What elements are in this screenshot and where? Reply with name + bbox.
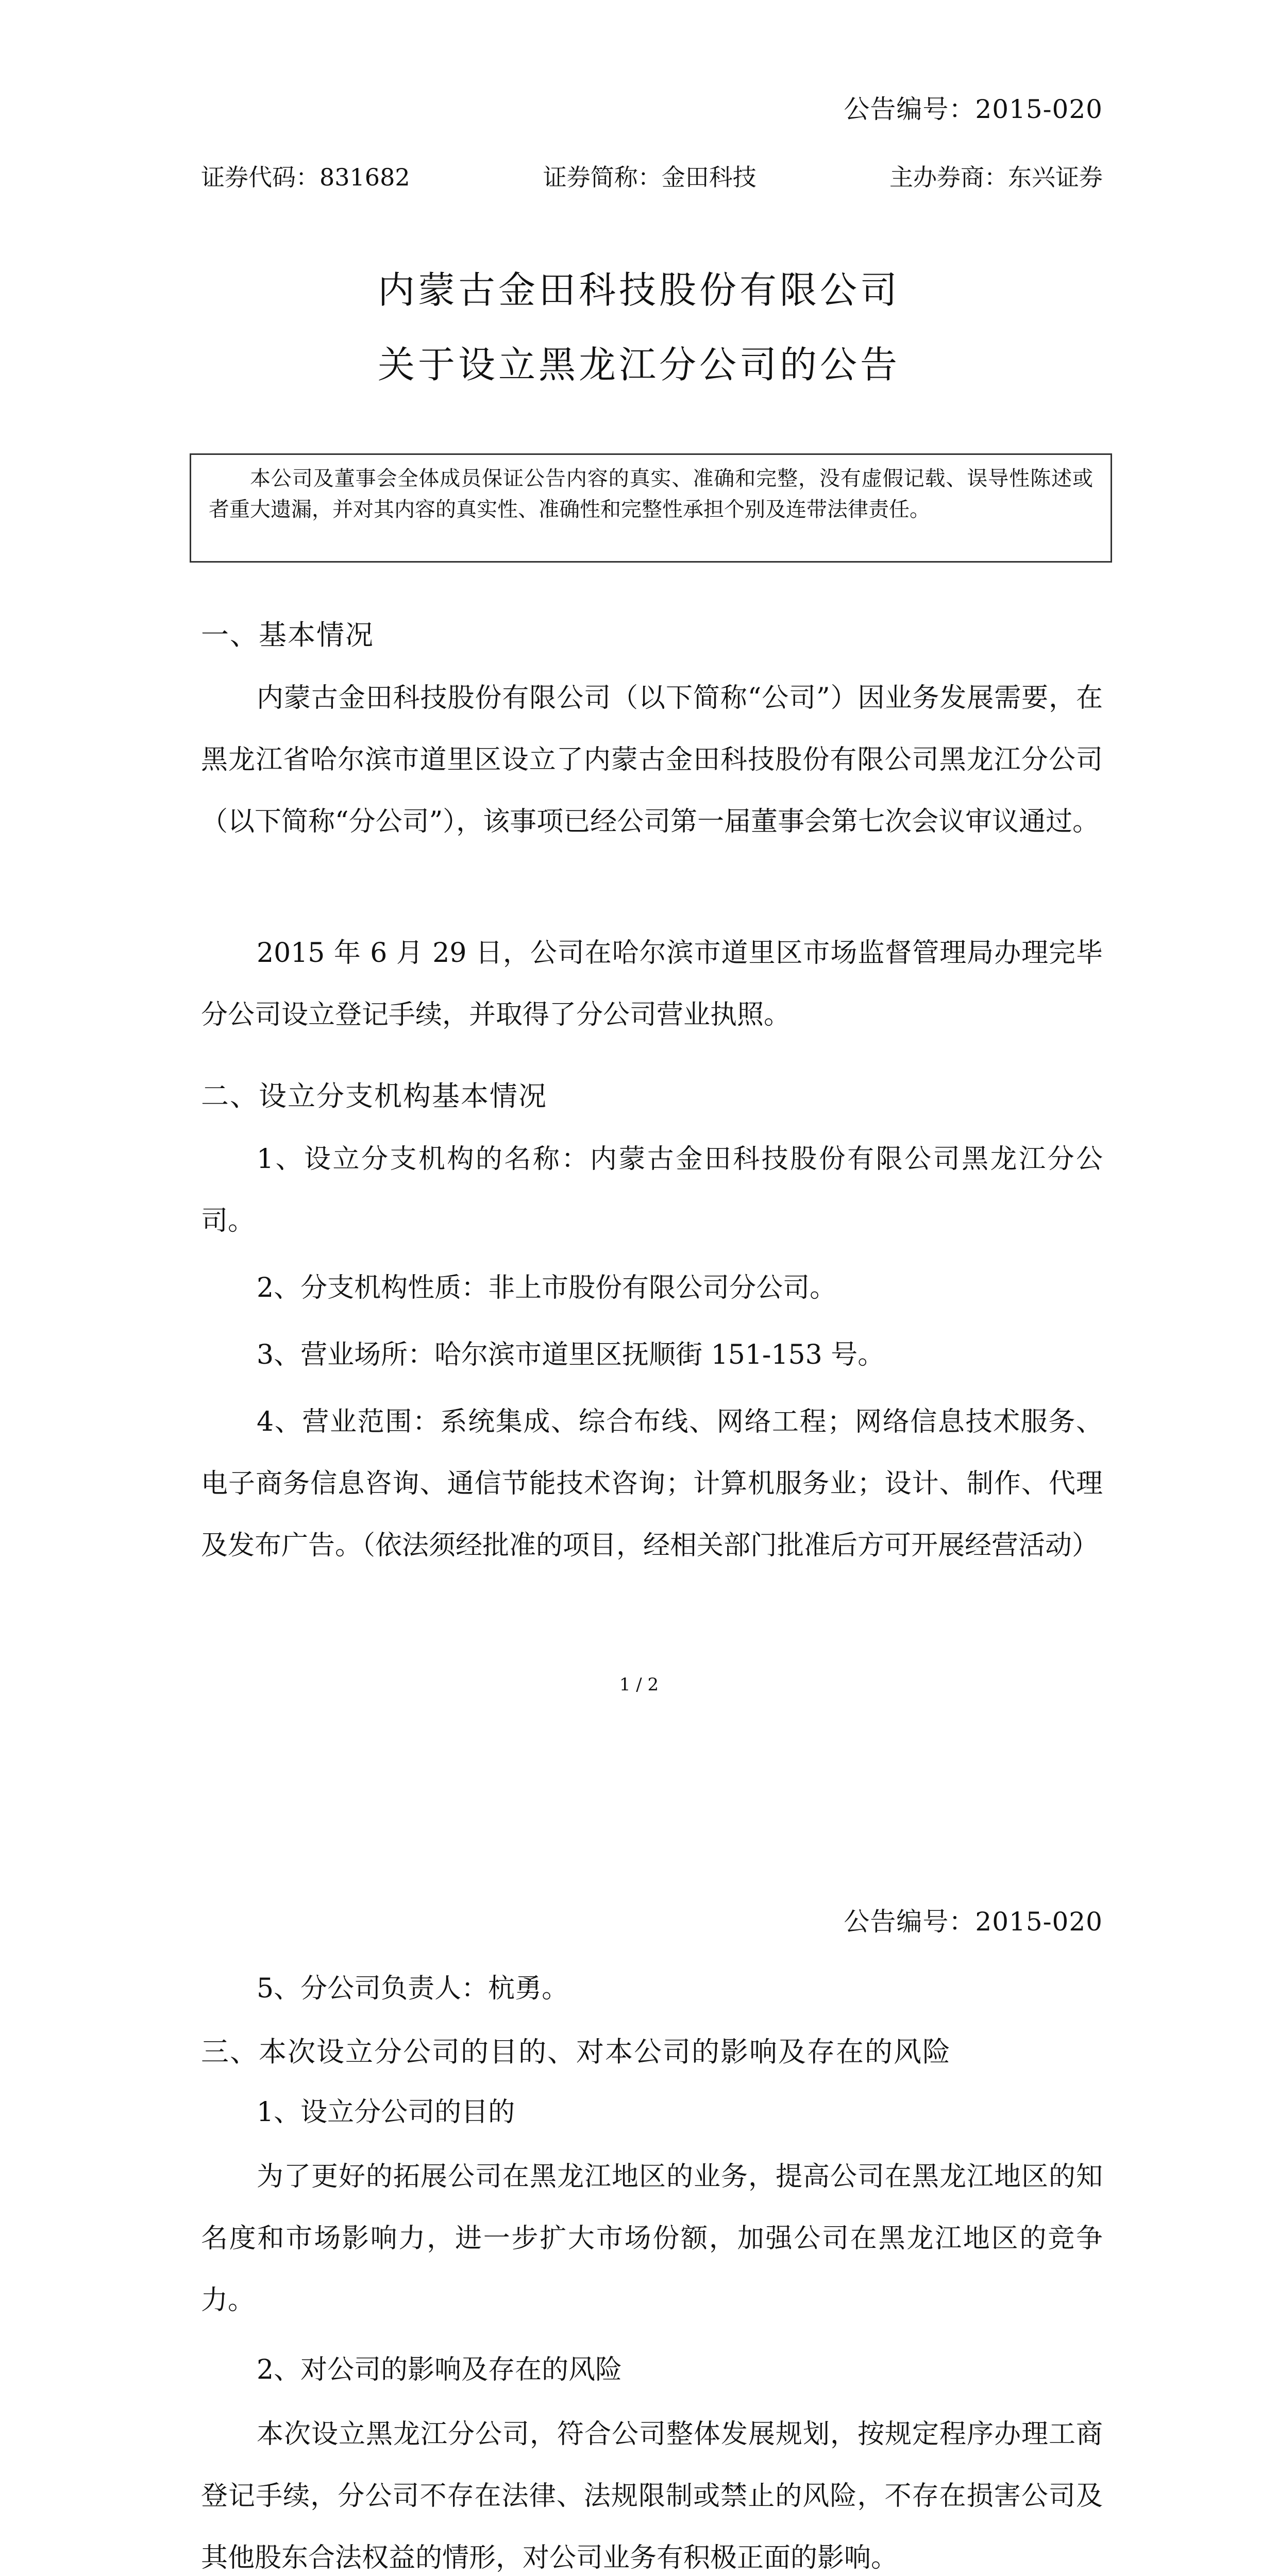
section2-item3: 3、营业场所：哈尔滨市道里区抚顺街 151-153 号。 <box>257 1340 885 1370</box>
section2-item1: 1、设立分支机构的名称：内蒙古金田科技股份有限公司黑龙江分公司。 <box>201 1144 1103 1236</box>
section1-paragraph1: 内蒙古金田科技股份有限公司（以下简称“公司”）因业务发展需要，在黑龙江省哈尔滨市道里区设立了内蒙古金田科技股份有限公司黑龙江分公司（以下简称“分公司”），该事项已经公司第一届董事会第七次会议审议通过。 <box>201 683 1103 837</box>
section2-item5: 5、分公司负责人：杭勇。 <box>257 1973 569 2004</box>
section3-subheading1: 1、设立分公司的目的 <box>257 2097 515 2128</box>
broker-name: 主办券商：东兴证券 <box>889 163 1103 191</box>
disclaimer-box: 本公司及董事会全体成员保证公告内容的真实、准确和完整，没有虚假记载、误导性陈述或者重大遗漏，并对其内容的真实性、准确性和完整性承担个别及连带法律责任。 <box>190 453 1112 563</box>
document-title-line2: 关于设立黑龙江分公司的公告 <box>377 343 900 386</box>
stock-meta-row <box>201 159 1103 190</box>
section3-subheading2: 2、对公司的影响及存在的风险 <box>257 2354 623 2385</box>
section3-heading: 三、本次设立分公司的目的、对本公司的影响及存在的风险 <box>201 2036 951 2068</box>
section1-heading: 一、基本情况 <box>201 619 374 651</box>
section3-sub2-text: 本次设立黑龙江分公司，符合公司整体发展规划，按规定程序办理工商登记手续，分公司不存在法律、法规限制或禁止的风险，不存在损害公司及其他股东合法权益的情形，对公司业务有积极正面的影响。 <box>201 2419 1103 2573</box>
section1-paragraph2: 2015 年 6 月 29 日，公司在哈尔滨市道里区市场监督管理局办理完毕分公司设立登记手续，并取得了分公司营业执照。 <box>201 938 1103 1030</box>
stock-code: 证券代码：831682 <box>201 163 410 191</box>
section3-sub1-text: 为了更好的拓展公司在黑龙江地区的业务，提高公司在黑龙江地区的知名度和市场影响力，进一步扩大市场份额，加强公司在黑龙江地区的竞争力。 <box>201 2161 1103 2316</box>
document-title-line1: 内蒙古金田科技股份有限公司 <box>377 268 900 312</box>
section2-item4: 4、营业范围：系统集成、综合布线、网络工程；网络信息技术服务、电子商务信息咨询、通信节能技术咨询；计算机服务业；设计、制作、代理及发布广告。（依法须经批准的项目，经相关部门批准后方可开展经营活动） <box>201 1406 1103 1561</box>
page-number-1: 1 / 2 <box>619 1674 659 1695</box>
notice-number: 公告编号：2015-020 <box>844 94 1103 124</box>
stock-name: 证券简称：金田科技 <box>543 163 756 191</box>
notice-number-page2: 公告编号：2015-020 <box>844 1907 1103 1937</box>
section2-item2: 2、分支机构性质：非上市股份有限公司分公司。 <box>257 1273 837 1303</box>
section2-heading: 二、设立分支机构基本情况 <box>201 1080 547 1112</box>
